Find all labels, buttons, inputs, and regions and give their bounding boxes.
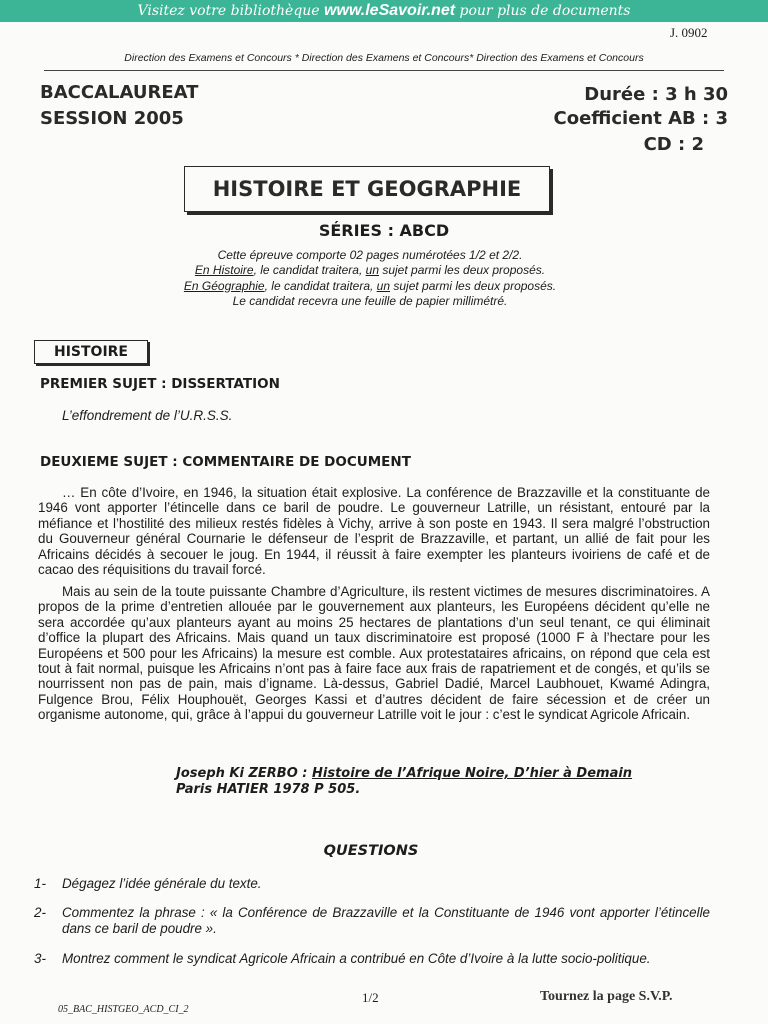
sujet1-text: L’effondrement de l’U.R.S.S. [62,408,233,423]
sujet2-heading: DEUXIEME SUJET : COMMENTAIRE DE DOCUMENT [40,454,411,470]
sujet1-heading: PREMIER SUJET : DISSERTATION [40,376,280,392]
document-paragraph-1: … En côte d’Ivoire, en 1946, la situation était explosive. La conférence de Brazzaville et la constituante de 1946 vont apporter l’étincelle dans ce baril de poudre. Le gouverneur Latrille, un résistant, entouré par la méfiance et l’hostilité des milieux restés fidèles à Vichy, arrive à son poste en 1943. Il sera malgré l’obstruction du Gouverneur général Cournarie le défenseur de l’esprit de Brazzaville, et partant, un allié de fait pour les Africains décidés à secouer le joug. En 1944, il réussit à faire exempter les planteurs ivoiriens de café et de cacao des réquisitions du travail forcé. [38,485,710,578]
coefficient-ab: Coefficient AB : 3 [553,108,728,129]
question-number: 3- [34,951,46,966]
exam-name: BACCALAUREAT [40,82,199,103]
exam-duration: Durée : 3 h 30 [584,84,728,105]
section-label-histoire: HISTOIRE [34,340,148,364]
question-text: Commentez la phrase : « la Conférence de Brazzaville et la Constituante de 1946 vont apporter l’étincelle dans ce baril de poudre ». [62,905,710,936]
banner-site-link[interactable]: www.leSavoir.net [324,2,456,19]
direction-line: Direction des Examens et Concours * Direction des Examens et Concours* Direction des Examens et Concours [124,52,644,64]
question-text: Montrez comment le syndicat Agricole Africain a contribué en Côte d’Ivoire à la lutte socio-politique. [62,951,651,966]
question-number: 2- [34,905,46,920]
instruction-line-2: En Histoire, le candidat traitera, un sujet parmi les deux proposés. [194,263,546,278]
reference-code: J. 0902 [670,25,708,40]
instruction-line-3: En Géographie, le candidat traitera, un sujet parmi les deux proposés. [183,278,557,293]
question-number: 1- [34,876,46,891]
banner-prefix: Visitez votre bibliothèque [137,3,325,19]
divider [44,70,724,71]
instruction-line-4: Le candidat recevra une feuille de papier millimétré. [232,293,508,308]
page-number: 1/2 [362,990,379,1005]
turn-page-note: Tournez la page S.V.P. [540,989,673,1004]
source-publisher: Paris HATIER 1978 P 505. [176,782,361,797]
subject-title: HISTOIRE ET GEOGRAPHIE [184,166,550,212]
question-item [34,951,710,967]
exam-session: SESSION 2005 [40,108,184,129]
source-book: Histoire de l’Afrique Noire, D’hier à Demain [312,766,633,781]
instruction-line-1: Cette épreuve comporte 02 pages numérotées 1/2 et 2/2. [217,248,523,262]
coefficient-cd: CD : 2 [643,134,704,155]
question-item [34,876,710,892]
document-code: 05_BAC_HISTGEO_ACD_CI_2 [58,1004,189,1015]
document-source [176,766,632,798]
instructions [120,248,620,309]
document-paragraph-2: Mais au sein de la toute puissante Chambre d’Agriculture, ils restent victimes de mesures discriminatoires. A propos de la prime d’entretien allouée par le gouvernement aux planteurs, les Européens décident qu’elle ne sera accordée qu’aux planteurs ayant au moins 25 hectares de plantations d’un seul tenant, ce qui éliminait d’office la plupart des Africains. Mais quand un taux discriminatoire est proposé (1000 F à l’hectare pour les Européens et 500 pour les Africains) la mesure est comble. Aux protestataires africains, on répond que cela est tout à fait normal, puisque les Africains n’ont pas à faire face aux frais de rapatriement et de congés, et qu’ils se nourrissent non pas de pain, mais d’igname. Là-dessus, Gabriel Dadié, Marcel Laubhouet, Kwamé Adingra, Fulgence Brou, Félix Houphouët, Georges Kassi et d’autres décident de faire sécession et de créer un organisme autonome, qui, grâce à l’appui du gouverneur Latrille voit le jour : c’est le syndicat Agricole Africain. [38,584,710,723]
series-label: SÉRIES : ABCD [318,221,450,240]
questions-title: QUESTIONS [323,843,419,859]
question-text: Dégagez l’idée générale du texte. [62,876,262,891]
banner-suffix: pour plus de documents [455,3,631,19]
site-banner [0,0,768,22]
source-author: Joseph Ki ZERBO : [176,766,312,781]
question-item [34,905,710,936]
